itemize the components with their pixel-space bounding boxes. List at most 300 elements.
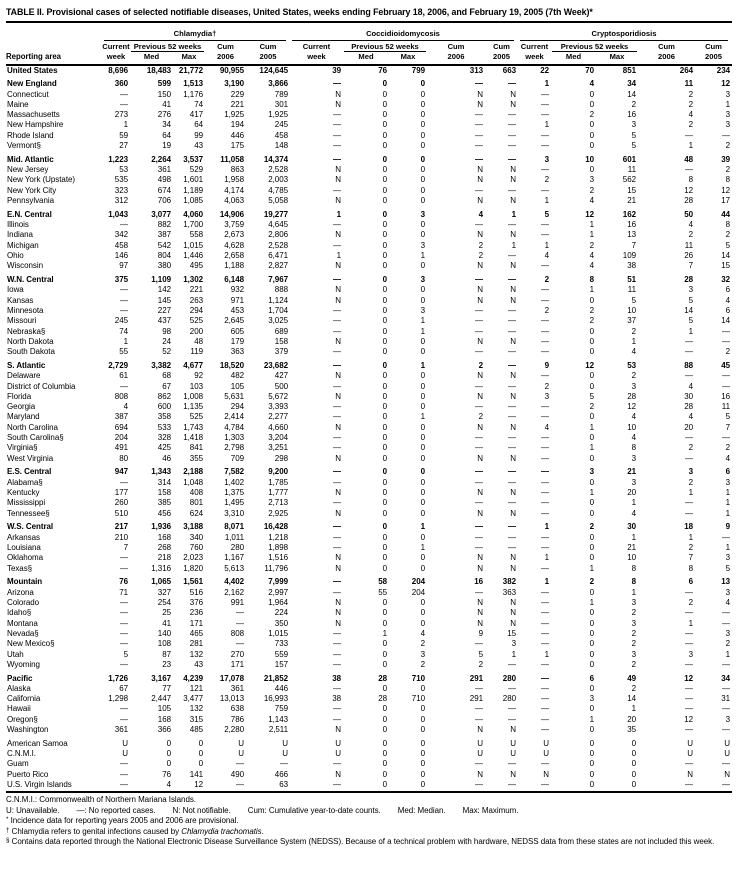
- col-header-cum-3b: Cum: [705, 41, 722, 51]
- table-row: [6, 371, 732, 381]
- cell: 6: [725, 285, 730, 295]
- cell: 3: [688, 467, 693, 477]
- table-row: [6, 780, 732, 790]
- cell: —: [541, 628, 549, 638]
- row-label: S. Atlantic: [7, 360, 46, 370]
- cell: 7,967: [268, 275, 288, 284]
- row-label: Mississippi: [7, 498, 46, 508]
- cell: 0: [382, 522, 387, 532]
- cell: 2: [589, 185, 594, 195]
- cell: 4: [725, 295, 730, 305]
- cell: 4: [725, 597, 730, 607]
- cell: 204: [114, 433, 128, 443]
- cell: 12: [721, 185, 730, 195]
- cell: 1,925: [224, 110, 244, 120]
- cell: 932: [230, 285, 244, 295]
- cell: 3: [725, 628, 730, 638]
- cell: N: [335, 422, 341, 432]
- cell: 2: [688, 230, 693, 240]
- cell: —: [475, 305, 483, 315]
- cell: 105: [230, 381, 244, 391]
- row-label: West Virginia: [7, 453, 54, 463]
- cell: 0: [382, 230, 387, 240]
- cell: —: [333, 154, 341, 164]
- cell: —: [541, 532, 549, 542]
- table-row: [6, 423, 732, 433]
- cell: —: [722, 326, 730, 336]
- cell: U: [122, 738, 128, 748]
- cell: 380: [157, 261, 171, 271]
- cell: 12: [585, 360, 594, 370]
- cell: 16: [721, 391, 730, 401]
- cell: 1: [420, 522, 425, 532]
- row-label: Kansas: [7, 295, 34, 305]
- cell: 0: [420, 780, 425, 790]
- cell: 8: [589, 275, 594, 284]
- row-label: Wisconsin: [7, 261, 44, 271]
- row-label: Minnesota: [7, 305, 44, 315]
- table-row: [6, 725, 732, 735]
- table-row: [6, 608, 732, 618]
- cell: 3: [420, 240, 425, 250]
- col-header-cum-3a: Cum: [658, 41, 675, 51]
- cell: 674: [157, 185, 171, 195]
- cell: 6: [589, 673, 594, 683]
- cell: 2,997: [268, 587, 288, 597]
- cell: —: [722, 683, 730, 693]
- row-label: Illinois: [7, 220, 29, 230]
- table-row: [6, 739, 732, 749]
- footnote-dagger-text: Chlamydia refers to genital infections caused by: [11, 826, 182, 836]
- cell: 0: [420, 154, 425, 164]
- cell: N: [477, 488, 483, 498]
- cell: —: [120, 597, 128, 607]
- cell: 14: [721, 250, 730, 260]
- cell: —: [541, 608, 549, 618]
- cell: —: [508, 467, 516, 477]
- cell: 105: [157, 704, 171, 714]
- cell: N: [510, 336, 516, 346]
- cell: 76: [119, 577, 128, 587]
- row-label: Puerto Rico: [7, 769, 49, 779]
- cell: N: [687, 769, 693, 779]
- cell: 1: [725, 649, 730, 659]
- cell: 0: [382, 749, 387, 759]
- cell: 0: [420, 175, 425, 185]
- cell: 270: [230, 649, 244, 659]
- table-row: [6, 704, 732, 714]
- cell: 0: [382, 89, 387, 99]
- cell: —: [508, 381, 516, 391]
- cell: 7: [725, 422, 730, 432]
- cell: 21,852: [263, 673, 288, 683]
- cell: N: [335, 391, 341, 401]
- cell: 4,060: [183, 209, 203, 219]
- cell: 11,058: [220, 154, 244, 164]
- cell: 1: [631, 587, 636, 597]
- cell: 74: [194, 99, 203, 109]
- cell: 1,008: [183, 391, 203, 401]
- table-row: [6, 412, 732, 422]
- legend-med: Med: Median.: [397, 805, 446, 815]
- cell: 5: [725, 412, 730, 422]
- cell: N: [477, 165, 483, 175]
- cell: 6,471: [268, 250, 288, 260]
- cell: 350: [274, 618, 288, 628]
- cell: 11: [721, 402, 730, 412]
- cell: 808: [230, 628, 244, 638]
- cell: N: [510, 508, 516, 518]
- cell: N: [477, 285, 483, 295]
- cell: —: [333, 522, 341, 532]
- cell: —: [475, 130, 483, 140]
- row-label: Maryland: [7, 412, 40, 422]
- cell: N: [335, 336, 341, 346]
- cell: —: [508, 443, 516, 453]
- cell: —: [541, 508, 549, 518]
- cell: 851: [622, 65, 636, 75]
- cell: 2,162: [224, 587, 244, 597]
- cell: 31: [721, 694, 730, 704]
- cell: 11: [627, 285, 636, 295]
- cell: 108: [157, 639, 171, 649]
- cell: —: [685, 453, 693, 463]
- row-label: Rhode Island: [7, 130, 54, 140]
- cell: 45: [721, 360, 730, 370]
- cell: N: [477, 597, 483, 607]
- cell: 5: [631, 130, 636, 140]
- cell: 4: [544, 422, 549, 432]
- cell: —: [508, 714, 516, 724]
- cell: 0: [589, 649, 594, 659]
- cell: 3: [589, 175, 594, 185]
- cell: —: [333, 316, 341, 326]
- cell: —: [508, 532, 516, 542]
- cell: 379: [274, 347, 288, 357]
- cell: 3: [725, 587, 730, 597]
- cell: 0: [589, 371, 594, 381]
- col-header-current-1: Current: [102, 41, 130, 51]
- cell: N: [510, 230, 516, 240]
- cell: —: [541, 412, 549, 422]
- cell: N: [477, 196, 483, 206]
- row-label: Ohio: [7, 250, 24, 260]
- cell: 4,785: [268, 185, 288, 195]
- table-row: [6, 543, 732, 553]
- cell: 0: [420, 110, 425, 120]
- cell: —: [475, 759, 483, 769]
- cell: 5,672: [268, 391, 288, 401]
- cell: 28: [627, 391, 636, 401]
- row-label: Oregon§: [7, 714, 38, 724]
- cell: 0: [382, 422, 387, 432]
- cell: 21: [627, 467, 636, 477]
- col-header-prev52-2: Previous 52 weeks: [344, 42, 426, 53]
- cell: 9: [544, 360, 549, 370]
- cell: N: [510, 391, 516, 401]
- cell: 61: [119, 371, 128, 381]
- cell: 605: [230, 326, 244, 336]
- cell: 2: [688, 99, 693, 109]
- cell: —: [333, 587, 341, 597]
- cell: 0: [420, 508, 425, 518]
- cell: 1: [631, 498, 636, 508]
- cell: N: [335, 618, 341, 628]
- cell: N: [335, 608, 341, 618]
- cell: —: [685, 683, 693, 693]
- cell: 1,015: [183, 240, 203, 250]
- cell: —: [541, 443, 549, 453]
- cell: 1: [420, 412, 425, 422]
- cell: 0: [382, 649, 387, 659]
- cell: 7: [631, 240, 636, 250]
- cell: 245: [114, 316, 128, 326]
- cell: N: [510, 453, 516, 463]
- cell: 3,077: [151, 209, 171, 219]
- cell: N: [335, 285, 341, 295]
- cell: 0: [589, 704, 594, 714]
- cell: 97: [119, 261, 128, 271]
- cell: 2: [478, 659, 483, 669]
- rule: [6, 791, 732, 793]
- cell: 14,906: [219, 209, 244, 219]
- cell: 3,393: [268, 402, 288, 412]
- cell: —: [333, 360, 341, 370]
- cell: 0: [382, 488, 387, 498]
- cell: 0: [589, 659, 594, 669]
- row-label: Iowa: [7, 285, 24, 295]
- cell: 0: [589, 725, 594, 735]
- legend-not-notifiable: N: Not notifiable.: [172, 805, 231, 815]
- cell: 6,148: [224, 275, 244, 284]
- cell: N: [510, 422, 516, 432]
- cell: 34: [721, 673, 730, 683]
- row-label: Pacific: [7, 673, 33, 683]
- cell: 360: [114, 79, 128, 89]
- col-header-week-3: week: [525, 52, 544, 61]
- cell: 694: [114, 422, 128, 432]
- cell: 1: [589, 597, 594, 607]
- cell: 21: [627, 196, 636, 206]
- cell: N: [477, 422, 483, 432]
- cell: 34: [162, 120, 171, 130]
- cell: 0: [420, 141, 425, 151]
- col-header-2006-2: 2006: [447, 52, 465, 61]
- cell: U: [335, 738, 341, 748]
- footnote-cnmi: C.N.M.I.: Commonwealth of Northern Mariana Islands.: [6, 795, 196, 805]
- cell: 4: [631, 347, 636, 357]
- cell: 4,402: [224, 577, 244, 587]
- cell: 1,124: [268, 295, 288, 305]
- cell: 0: [382, 371, 387, 381]
- cell: 5,631: [224, 391, 244, 401]
- cell: 710: [411, 673, 425, 683]
- cell: —: [120, 477, 128, 487]
- cell: 19,277: [263, 209, 288, 219]
- table-row: [6, 660, 732, 670]
- cell: 39: [721, 154, 730, 164]
- col-header-cum-1b: Cum: [259, 41, 277, 51]
- cell: —: [475, 110, 483, 120]
- table-row: [6, 165, 732, 175]
- cell: 0: [420, 532, 425, 542]
- cell: 4: [589, 196, 594, 206]
- cell: 0: [420, 443, 425, 453]
- cell: 63: [279, 780, 288, 790]
- cell: 0: [382, 443, 387, 453]
- cell: U: [724, 749, 730, 759]
- cell: 1,925: [268, 110, 288, 120]
- cell: 706: [157, 196, 171, 206]
- table-row: [6, 433, 732, 443]
- cell: 466: [274, 769, 288, 779]
- cell: 0: [589, 433, 594, 443]
- cell: —: [475, 154, 483, 164]
- cell: 2: [589, 522, 594, 532]
- cell: 0: [382, 185, 387, 195]
- cell: 5,058: [268, 196, 288, 206]
- cell: —: [722, 704, 730, 714]
- cell: —: [541, 759, 549, 769]
- row-label: Alaska: [7, 683, 31, 693]
- cell: 2,827: [268, 261, 288, 271]
- table-row: [6, 454, 732, 464]
- cell: N: [335, 453, 341, 463]
- cell: 3,382: [151, 360, 171, 370]
- cell: 0: [382, 275, 387, 284]
- cell: 4,063: [224, 196, 244, 206]
- cell: 882: [157, 220, 171, 230]
- cell: N: [477, 230, 483, 240]
- cell: 361: [230, 683, 244, 693]
- cell: 0: [382, 402, 387, 412]
- cell: —: [508, 110, 516, 120]
- cell: 1,964: [268, 597, 288, 607]
- cell: —: [541, 316, 549, 326]
- col-header-cum-1a: Cum: [217, 41, 234, 51]
- row-label: New York (Upstate): [7, 175, 76, 185]
- cell: —: [541, 659, 549, 669]
- table-row: [6, 110, 732, 120]
- cell: U: [335, 749, 341, 759]
- legend-max: Max: Maximum.: [462, 805, 519, 815]
- cell: 0: [589, 165, 594, 175]
- cell: 0: [420, 433, 425, 443]
- cell: 55: [119, 347, 128, 357]
- cell: 23: [162, 659, 171, 669]
- table-row: [6, 175, 732, 185]
- cell: U: [122, 749, 128, 759]
- cell: 162: [622, 209, 636, 219]
- cell: 0: [420, 336, 425, 346]
- cell: 1: [589, 422, 594, 432]
- cell: 0: [382, 738, 387, 748]
- row-label: E.S. Central: [7, 467, 52, 477]
- cell: 4,174: [224, 185, 244, 195]
- group-header-chlamydia: Chlamydia†: [104, 29, 286, 41]
- row-label: District of Columbia: [7, 381, 76, 391]
- col-header-2005-2: 2005: [493, 52, 510, 61]
- cell: 48: [684, 154, 693, 164]
- cell: 1: [631, 532, 636, 542]
- cell: 17: [721, 196, 730, 206]
- cell: —: [541, 347, 549, 357]
- cell: 0: [420, 99, 425, 109]
- row-label: Mid. Atlantic: [7, 154, 54, 164]
- cell: 14: [627, 694, 636, 704]
- row-label: South Carolina§: [7, 433, 64, 443]
- col-header-max-1: Max: [181, 52, 197, 61]
- cell: 158: [274, 336, 288, 346]
- cell: 3,204: [268, 433, 288, 443]
- cell: 0: [166, 759, 171, 769]
- cell: 2: [725, 141, 730, 151]
- cell: —: [120, 305, 128, 315]
- cell: —: [541, 402, 549, 412]
- cell: 1,516: [268, 553, 288, 563]
- cell: 6: [725, 467, 730, 477]
- cell: 77: [162, 683, 171, 693]
- cell: 14: [684, 305, 693, 315]
- cell: —: [685, 694, 693, 704]
- cell: 947: [114, 467, 128, 477]
- cell: 227: [157, 305, 171, 315]
- cell: 1: [420, 250, 425, 260]
- cell: N: [477, 391, 483, 401]
- cell: N: [510, 618, 516, 628]
- cell: 46: [162, 453, 171, 463]
- cell: 709: [230, 453, 244, 463]
- cell: —: [475, 498, 483, 508]
- cell: —: [685, 165, 693, 175]
- cell: —: [333, 402, 341, 412]
- cell: 145: [157, 295, 171, 305]
- cell: 67: [162, 381, 171, 391]
- row-label: Wyoming: [7, 659, 40, 669]
- cell: —: [685, 704, 693, 714]
- cell: 0: [382, 453, 387, 463]
- cell: 2: [631, 608, 636, 618]
- cell: 12: [627, 402, 636, 412]
- row-label: Delaware: [7, 371, 41, 381]
- cell: —: [685, 759, 693, 769]
- cell: 64: [162, 130, 171, 140]
- cell: 2: [544, 275, 549, 284]
- cell: 4: [631, 433, 636, 443]
- cell: 387: [114, 412, 128, 422]
- row-label: South Dakota: [7, 347, 55, 357]
- row-label: New Hampshire: [7, 120, 64, 130]
- cell: 98: [162, 326, 171, 336]
- cell: 5: [725, 563, 730, 573]
- row-label: North Dakota: [7, 336, 54, 346]
- cell: 516: [189, 587, 203, 597]
- cell: 224: [274, 608, 288, 618]
- cell: 0: [382, 79, 387, 89]
- cell: —: [722, 336, 730, 346]
- cell: 7,582: [224, 467, 244, 477]
- cell: U: [477, 738, 483, 748]
- cell: 2: [631, 371, 636, 381]
- table-row: [6, 361, 732, 371]
- cell: 315: [189, 714, 203, 724]
- cell: 0: [420, 261, 425, 271]
- cell: N: [335, 769, 341, 779]
- cell: 3,866: [268, 79, 288, 89]
- cell: 0: [420, 704, 425, 714]
- cell: 0: [382, 295, 387, 305]
- cell: U: [687, 738, 693, 748]
